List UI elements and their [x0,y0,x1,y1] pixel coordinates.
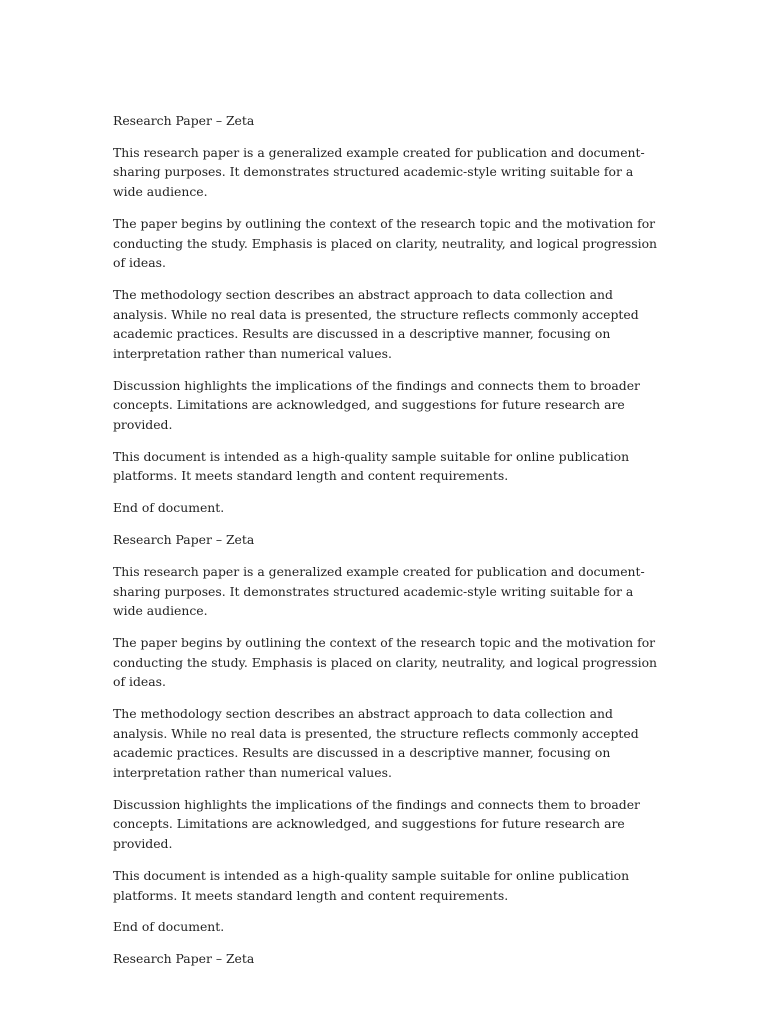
document-title: Research Paper – Zeta [113,532,255,548]
end-marker: End of document. [113,919,225,935]
document-title: Research Paper – Zeta [113,951,255,967]
discussion-paragraph: Discussion highlights the implications of the findings and connects them to broader concepts. Limitations are acknowledged, and suggestions for future research are provided. [113,796,640,852]
context-paragraph: The paper begins by outlining the context of the research topic and the motivation for conducting the study. Emphasis is placed on clarity, neutrality, and logical progression of ideas. [113,635,658,690]
methodology-paragraph: The methodology section describes an abstract approach to data collection and analysis. While no real data is presented, the structure reflects commonly accepted academic practices. Results are discussed in a descriptive manner, focusing on interpretation rather than numerical values. [113,287,639,361]
context-paragraph: The paper begins by outlining the context of the research topic and the motivation for conducting the study. Emphasis is placed on clarity, neutrality, and logical progression of ideas. [113,215,658,271]
end-marker: End of document. [113,500,225,516]
closing-paragraph: This document is intended as a high-quality sample suitable for online publication platforms. It meets standard length and content requirements. [113,448,630,484]
document-body [113,111,658,981]
intro-paragraph: This research paper is a generalized example created for publication and document-sharing purposes. It demonstrates structured academic-style writing suitable for a wide audience. [113,564,645,619]
discussion-paragraph: Discussion highlights the implications of the findings and connects them to broader concepts. Limitations are acknowledged, and suggestions for future research are provided. [113,377,640,432]
intro-paragraph: This research paper is a generalized example created for publication and document-sharing purposes. It demonstrates structured academic-style writing suitable for a wide audience. [113,144,645,200]
closing-paragraph: This document is intended as a high-quality sample suitable for online publication platforms. It meets standard length and content requirements. [113,867,630,903]
document-title: Research Paper – Zeta [113,113,255,128]
methodology-paragraph: The methodology section describes an abstract approach to data collection and analysis. While no real data is presented, the structure reflects commonly accepted academic practices. Results are discussed in a descriptive manner, focusing on interpretation rather than numerical values. [113,706,639,780]
